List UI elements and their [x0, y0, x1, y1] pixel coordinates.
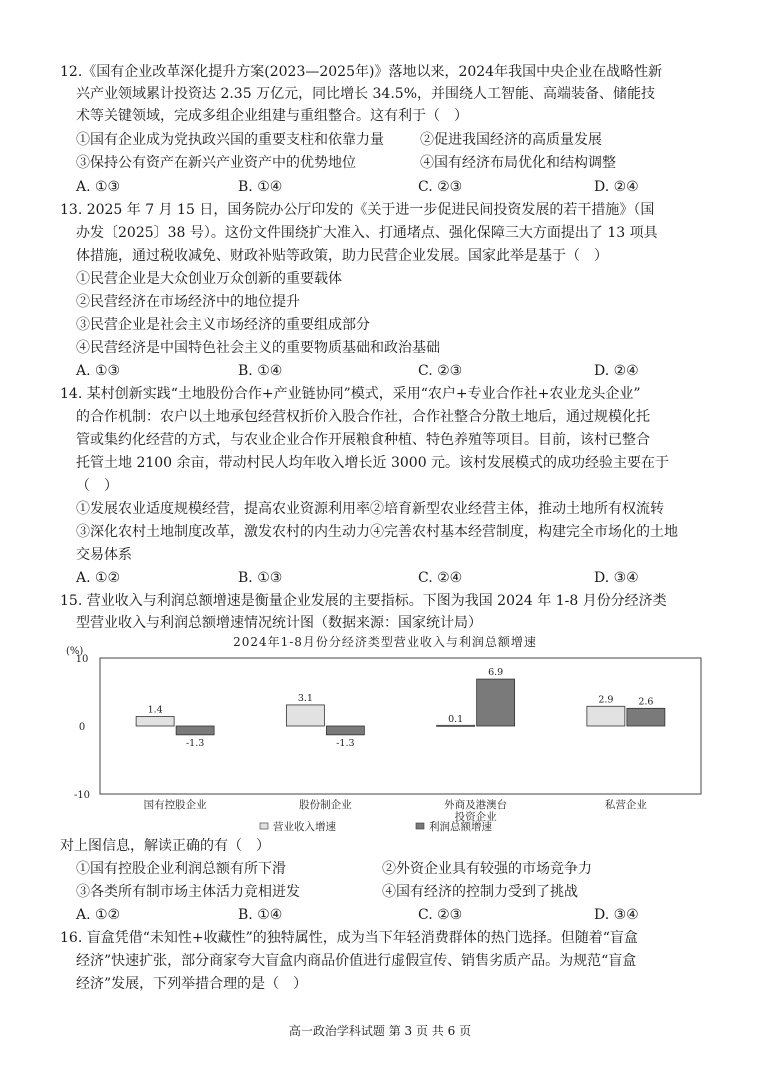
data-label: -1.3	[336, 737, 355, 749]
q16-line-1: 16. 盲盒凭借“未知性+收藏性”的独特属性，成为当下年轻消费群体的热门选择。但随着“盲盒	[60, 930, 638, 946]
q12-line-1: 12.《国有企业改革深化提升方案(2023—2025年)》落地以来，2024年我国中央企业在战略性新	[60, 64, 663, 80]
q13-line-2: 办发〔2025〕38 号）。这份文件围绕扩大准入、打通堵点、强化保障三大方面提出了 13 项具	[76, 225, 658, 241]
q14-choice-a: A. ①②	[76, 570, 121, 586]
data-label: 1.4	[147, 704, 163, 716]
legend-label: 利润总额增速	[429, 821, 492, 833]
legend-swatch	[260, 823, 268, 829]
q15-choice-a: A. ①②	[76, 907, 121, 923]
q12-line-3: 术等关键领域，完成多组企业组建与重组整合。这有利于（ ）	[76, 108, 468, 124]
q12-choice-a: A. ①③	[76, 179, 121, 195]
q15-item-4: ④国有经济的控制力受到了挑战	[382, 884, 578, 900]
q15-choice-c: C. ②③	[418, 907, 463, 923]
q15-choice-d: D. ③④	[594, 907, 639, 923]
q13-item-1: ①民营企业是大众创业万众创新的重要载体	[76, 271, 342, 287]
q15-item-1: ①国有控股企业利润总额有所下滑	[76, 861, 286, 877]
q14-choice-c: C. ②④	[418, 570, 463, 586]
q12-item-3: ③保持公有资产在新兴产业资产中的优势地位	[76, 155, 356, 171]
q15-choice-b: B. ①④	[238, 907, 283, 923]
q15-item-2: ②外资企业具有较强的市场竞争力	[382, 861, 592, 877]
q15-item-3: ③各类所有制市场主体活力竞相迸发	[76, 884, 300, 900]
q14-choice-b: B. ①③	[238, 570, 283, 586]
x-category-label: 外商及港澳台投资企业	[444, 799, 508, 823]
bar-profit	[477, 679, 515, 726]
growth-bar-chart	[60, 632, 710, 842]
data-label: 3.1	[297, 692, 313, 704]
q14-choice-d: D. ③④	[594, 570, 639, 586]
bar-revenue	[136, 716, 174, 726]
q13-choice-c: C. ②③	[418, 363, 463, 379]
q14-line-1: 14. 某村创新实践“土地股份合作+产业链协同”模式，采用“农户+专业合作社+农业龙头企业”	[60, 386, 641, 402]
q12-item-2: ②促进我国经济的高质量发展	[420, 132, 602, 148]
chart-y-unit: (%)	[66, 646, 84, 657]
q12-line-2: 兴产业领域累计投资达 2.35 万亿元，同比增长 34.5%，并围绕人工智能、高端装备、储能技	[76, 86, 655, 102]
q13-item-3: ③民营企业是社会主义市场经济的重要组成部分	[76, 317, 370, 333]
q16-line-2: 经济”快速扩张，部分商家夸大盲盒内商品价值进行虚假宣传、销售劣质产品。为规范“盲盒	[76, 953, 637, 969]
page-footer: 高一政治学科试题 第 3 页 共 6 页	[288, 1024, 472, 1038]
q14-line-4: 托管土地 2100 余亩，带动村民人均年收入增长近 3000 元。该村发展模式的成功经验主要在于	[76, 455, 670, 471]
data-label: -1.3	[185, 737, 205, 749]
q12-item-4: ④国有经济布局优化和结构调整	[420, 155, 616, 171]
q16-line-3: 经济”发展，下列举措合理的是（ ）	[76, 976, 308, 992]
y-tick-label: 0	[78, 722, 86, 733]
y-tick-label: 10	[75, 654, 89, 665]
legend-swatch	[416, 823, 424, 829]
q12-choice-d: D. ②④	[594, 179, 639, 195]
bar-profit	[176, 726, 214, 735]
legend-label: 营业收入增速	[273, 821, 336, 833]
q14-line-3: 管或集约化经营的方式，与农业企业合作开展粮食种植、特色养殖等项目。目前，该村已整合	[76, 432, 650, 448]
x-category-label: 国有控股企业	[143, 799, 207, 811]
data-label: 0.1	[448, 714, 464, 725]
q14-item-line-3: 交易体系	[76, 547, 132, 563]
q13-item-4: ④民营经济是中国特色社会主义的重要物质基础和政治基础	[76, 340, 440, 356]
q12-item-1: ①国有企业成为党执政兴国的重要支柱和依靠力量	[76, 132, 384, 148]
bar-profit	[326, 726, 364, 735]
q14-item-line-1: ①发展农业适度规模经营，提高农业资源利用率②培育新型农业经营主体，推动土地所有权流转	[76, 501, 664, 517]
data-label: 6.9	[488, 667, 504, 679]
q14-item-line-2: ③深化农村土地制度改革，激发农村的内生动力④完善农村基本经营制度，构建完全市场化的土地	[76, 524, 678, 540]
q13-choice-a: A. ①③	[76, 363, 121, 379]
q15-line-2: 型营业收入与利润总额增速情况统计图（数据来源：国家统计局）	[76, 615, 482, 631]
q14-line-5: （ ）	[76, 478, 118, 494]
q13-line-1: 13. 2025 年 7 月 15 日，国务院办公厅印发的《关于进一步促进民间投资发展的若干措施》（国	[60, 202, 655, 218]
x-category-label: 股份制企业	[299, 799, 352, 811]
q13-item-2: ②民营经济在市场经济中的地位提升	[76, 294, 300, 310]
bar-revenue	[286, 705, 324, 726]
q12-choice-c: C. ②③	[418, 179, 463, 195]
x-category-label: 私营企业	[604, 799, 647, 811]
data-label: 2.9	[598, 694, 614, 706]
q15-line-1: 15. 营业收入与利润总额增速是衡量企业发展的主要指标。下图为我国 2024 年 1-8 月份分经济类	[60, 593, 667, 609]
chart-title: 2024年1-8月份分经济类型营业收入与利润总额增速	[233, 635, 537, 649]
q13-line-3: 体措施，通过税收减免、财政补贴等政策，助力民营企业发展。国家此举是基于（ ）	[76, 248, 608, 264]
q12-choice-b: B. ①④	[238, 179, 283, 195]
q15-question-prompt: 对上图信息，解读正确的有（ ）	[60, 838, 270, 854]
bar-revenue	[587, 706, 625, 726]
bar-revenue	[437, 725, 475, 726]
q13-choice-b: B. ①④	[238, 363, 283, 379]
q14-line-2: 的合作机制：农户以土地承包经营权折价入股合作社，合作社整合分散土地后，通过规模化托	[76, 409, 650, 425]
bar-profit	[627, 708, 665, 726]
y-tick-label: -10	[73, 790, 91, 801]
q13-choice-d: D. ②④	[594, 363, 639, 379]
data-label: 2.6	[638, 696, 654, 708]
